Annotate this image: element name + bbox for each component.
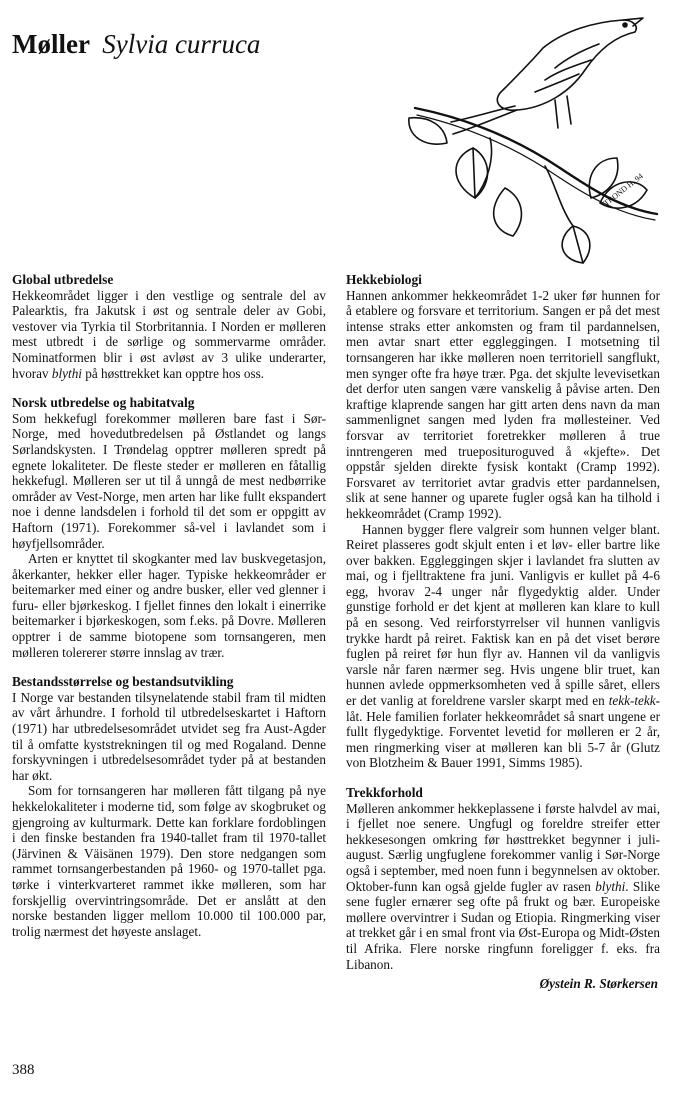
author-signature: Øystein R. Størkersen xyxy=(539,976,658,992)
page-number: 388 xyxy=(12,1062,35,1078)
illustrator-signature: TROND H. 94 xyxy=(601,171,645,208)
norway-text-1: Som hekkefugl forekommer mølleren bare fast i Sør-Norge, med hovedutbredelsen på Østlandet og langs Sørlandskysten. I Trøndelag opptrer mølleren spredt på egnete lokaliteter. De fleste steder er mølleren en fåtallig hekkefugl. Mølleren ser ut til å unngå de mest nedbørrike områder av Vest-Norge, men arten har like fullt ekspandert noe i denne landsdelen i forhold til det som er oppgitt av Haftorn (1971). Forekommer så-vel i lavlandet som i høyfjellsområder. xyxy=(12,410,326,551)
right-column xyxy=(346,272,660,992)
page-title xyxy=(12,28,260,60)
global-text: Hekkeområdet ligger i den vestlige og sentrale del av Palearktis, fra Jakutsk i øst og sentrale deler av Gobi, vestover via Tyrkia til Storbritannia. I Norden er mølleren mest utbredt i de sørlige og sommervarme områder. Nominatformen blir i øst avløst av 3 ulike underarter, hvorav blythi på høsttrekket kan opptre hos oss. xyxy=(12,287,326,381)
population-text-2: Som for tornsangeren har mølleren fått tilgang på nye hekkelokaliteter i moderne tid, som følge av skogbruket og gjengroing av kulturmark. Dette kan forklare fordoblingen i den finske bestanden fra 1940-tallet fram til 1970-tallet (Järvinen & Väisänen 1979). Den store nedgangen som rammet tornsangerbestanden på 1960- og 1970-tallet pga. tørke i vinterkvarteret rammet ikke mølleren, som har forskjellig overvintringsområde. Det er anslått at den norske bestanden ligger mellom 10.000 til 100.000 par, trolig nærmest det høyeste anslaget. xyxy=(12,783,326,939)
heading-breeding: Hekkebiologi xyxy=(346,272,422,287)
population-text-1: I Norge var bestanden tilsynelatende stabil fram til midten av vårt århundre. I forhold til utbredelseskartet i Haftorn (1971) har utbredelsesområdet utvidet seg fra Aust-Agder til å omfatte kyststrekningen til og med Rogaland. Denne forskyvningen i utbredelsesområdet tyder på at bestanden har økt. xyxy=(12,689,326,783)
breeding-text-2: Hannen bygger flere valgreir som hunnen velger blant. Reiret plasseres godt skjult enten i et løv- eller bartre like over bakken. Eggleggingen skjer i lavlandet fra slutten av mai, og i fjelltraktene fra juni. Vanligvis er kullet på 4-6 egg, hvorav 2-4 unger når flygedyktig alder. Under gunstige forhold er det kjent at mølleren kan klare to kull på en sesong. Ved reirforstyrrelser vil hunnen vanligvis trykke hardt på reiret. Faktisk kan en på det viset berøre fuglen på reiret før hun flyr av. Hannen vil da vanligvis varsle når faren nærmer seg. Hvis ungene blir truet, kan hunnen avlede oppmerksomheten ved å spille såret, ellers er det vanlig at foreldrene varsler skarpt med en tekk-tekk-låt. Hele familien forlater hekkeområdet så snart ungene er fullt flygedyktige. Forventet levetid for mølleren er 2 år, men ringmerking viser at mølleren kan bli 5-7 år (Glutz von Blotzheim & Bauer 1991, Simms 1985). xyxy=(346,521,661,771)
species-name: Møller xyxy=(12,29,90,59)
heading-norway: Norsk utbredelse og habitatvalg xyxy=(12,395,195,411)
latin-name: Sylvia curruca xyxy=(102,29,261,59)
left-column xyxy=(12,272,326,939)
norway-text-2: Arten er knyttet til skogkanter med lav buskvegetasjon, åkerkanter, hekker eller hager. Typiske hekkeområder er beitemarker med einer og andre busker, eller ved glenner i furu- eller bjørkeskog. I fjellet finnes den lokalt i einerrike beitemarker i bjørkeskogen, som f.eks. på Dovre. Mølleren opptrer i de samme biotopene som tornsangeren, men mølleren tolererer større innslag av trær. xyxy=(12,551,326,660)
heading-global: Global utbredelse xyxy=(12,272,114,287)
breeding-text-1: Hannen ankommer hekkeområdet 1-2 uker før hunnen for å etablere og forsvare et territorium. Sangen er på det mest intense straks etter ankomsten og fram til pardannelsen, men avtar snart etter eggleggingen. I motsetning til tornsangeren har ikke mølleren noen territoriell sangflukt, men synger ofte fra høye trær. Pga. det skjulte levevisetkan det derfor uten sangen være vanskelig å påvise arten. Den kraftige klaprende sangen har gitt arten dens navn da man sammenlignet sangen med lyden fra møllesteiner. Ved forsvar av territoriet foretrekker mølleren å true inntrengeren med trueposituroguved å «kjefte». Det oppstår sjelden direkte fysisk kontakt (Cramp 1992). Forsvaret av territoriet avtar gradvis etter pardannelsen, slik at sene hanner og uparete fugler også kan ha tilhold i hekkeområdet (Cramp 1992). xyxy=(346,287,660,521)
bird-illustration xyxy=(395,8,665,266)
migration-text: Mølleren ankommer hekkeplassene i første halvdel av mai, i fjellet noe senere. Ungfugl og foreldre streifer etter hekkesesongen omkring før høsttrekket begynner i juli-august. Særlig ungfuglene forekommer vanlig i Sør-Norge også i september, med noen funn i begynnelsen av oktober. Oktober-funn kan også gjelde fugler av rasen blythi. Slike sene fugler ernærer seg ofte på frukt og bær. Europeiske møllere overvintrer i Sudan og Etiopia. Ringmerking viser at trekket går i en smal front via Øst-Europa og Midt-Østen til Afrika. Flere norske ringfunn foreligger f. eks. fra Libanon. xyxy=(346,800,661,972)
heading-migration: Trekkforhold xyxy=(346,785,423,800)
heading-population: Bestandsstørrelse og bestandsutvikling xyxy=(12,674,234,690)
